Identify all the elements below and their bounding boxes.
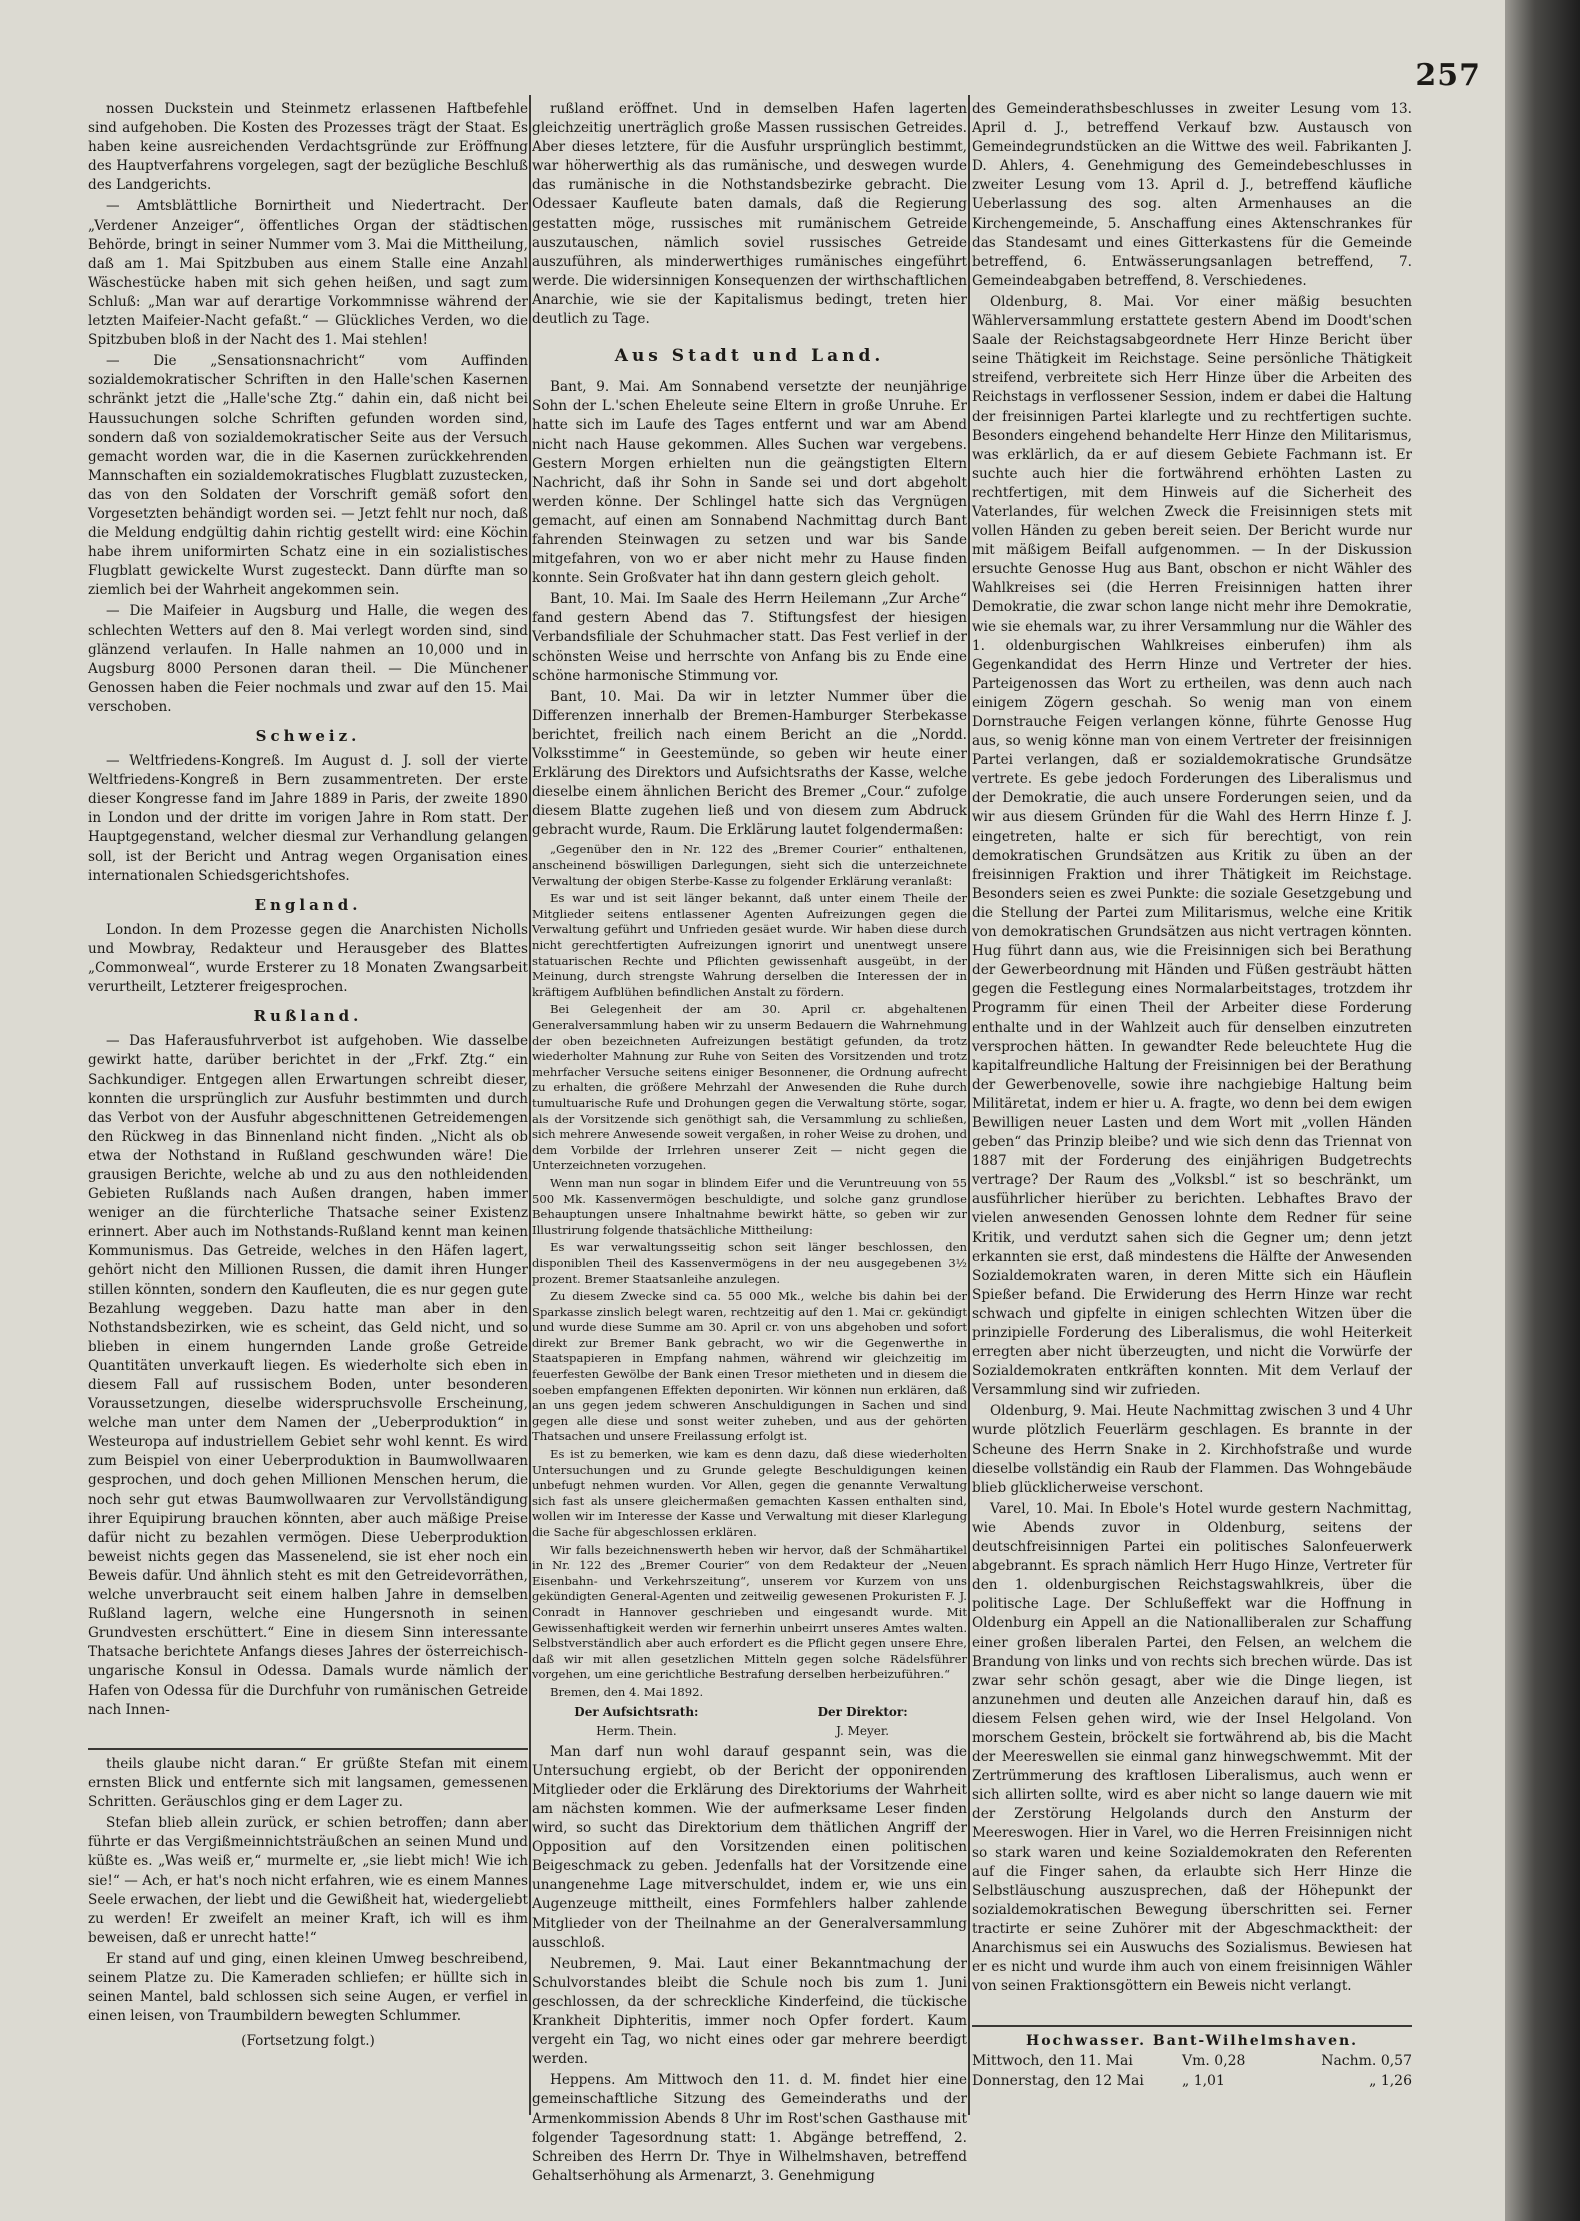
local-news-item: Bant, 9. Mai. Am Sonnabend versetzte der neunjährige Sohn der L.'schen Eheleute seine Eltern in große Unruhe. Er hatte sich im Laufe des Tages entfernt und war am Abend nicht nach Hause gekommen. Alles Suchen war vergebens. Gestern Morgen erhielten nun die geängstigten Eltern Nachricht, daß ihr Sohn in Sande sei und dort abgeholt werden könne. Der Schlingel hatte sich das Vergnügen gemacht, auf einen am Sonnabend Nachmittag durch Bant fahrenden Steinwagen zu setzen und war bis Sande mitgefahren, von wo er aber nicht mehr zu Hause finden konnte. Sein Großvater hat ihn dann gestern gleich geholt. [532,379,967,587]
column-rule [529,95,531,2115]
declaration-paragraph: Zu diesem Zwecke sind ca. 55 000 Mk., welche bis dahin bei der Sparkasse zinslich belegt waren, rechtzeitig auf den 1. Mai cr. gekündigt und wurde diese Summe am 30. April cr. von uns abgehoben und sofort direkt zur Bremer Bank gebracht, wo wir die Gegenwerthe in Staatspapieren in Empfang nahmen, während wir gleichzeitig im feuerfesten Gewölbe der Bank einen Tresor mietheten und in diesem die soeben empfangenen Effekten deponirten. Wir können nun erklären, daß an uns gegen jedem schweren Anschuldigungen in Sachen und sind gegen alle diese und sonst weiter zuheben, und aus der gehörten Thatsachen und unsere Freilassung erfolgt ist. [532,1289,967,1444]
tide-morning: „ 1,01 [1182,2073,1225,2089]
local-news-item: Heppens. Am Mittwoch den 11. d. M. findet hier eine gemeinschaftliche Sitzung des Gemeinderaths und der Armenkommission Abends 8 Uhr im Rost'schen Gasthause mit folgender Tagesordnung statt: 1. Abgänge betreffend, 2. Schreiben des Herrn Dr. Thye in Wilhelmshaven, betreffend Gehaltserhöhung als Armenarzt, 3. Genehmigung [532,2072,967,2184]
column-2 [532,100,967,2184]
signature-name: Herm. Thein. [596,1723,677,1738]
tide-row [972,2051,1412,2071]
article-paragraph: — Das Haferausfuhrverbot ist aufgehoben. Wie dasselbe gewirkt hatte, darüber berichtet in der „Frkf. Ztg.“ ein Sachkundiger. Entgegen allen Erwartungen schreibt dieser, konnten die ursprünglich zur Ausfuhr bestimmten und durch das Verbot von der Ausfuhr abgeschnittenen Getreidemengen den Rückweg in das Binnenland nicht finden. „Nicht als ob etwa der Nothstand in Rußland geschwunden wäre! Die grausigen Berichte, welche ab und zu aus den nothleidenden Gebieten Rußlands nach Außen drangen, haben immer weniger an die fürchterliche Thatsache seiner Existenz erinnert. Aber auch im Nothstands-Rußland kennt man keinen Kommunismus. Das Getreide, welches in den Häfen lagert, gehört nicht den Millionen Russen, die damit ihren Hunger stillen könnten, sondern den Kaufleuten, die es nur gegen gute Bezahlung weggeben. Dazu hatte man aber in den Nothstandsbezirken, wie es scheint, das Geld nicht, und so blieben in einem hungernden Lande große Getreide Quantitäten unverkauft liegen. Es wiederholte sich eben in diesem Fall auf russischem Boden, unter besonderen Voraussetzungen, dieselbe widerspruchsvolle Erscheinung, welche man unter dem Namen der „Ueberproduktion“ in Westeuropa auf industriellem Gebiet sehr wohl kennt. Es wird zum Beispiel von einer Ueberproduktion in Baumwollwaaren gesprochen, und doch gehen Millionen Menschen herum, die noch sehr gut etwas Baumwollwaaren zur Vervollständigung ihrer Equipirung brauchen könnten, aber auch mäßige Preise dafür nicht zu bezahlen vermögen. Diese Ueberproduktion beweist nichts gegen das Massenelend, sie ist eher noch ein Beweis dafür. Und ähnlich steht es mit den Getreidevorräthen, welche unverbraucht seit einem halben Jahre in demselben Rußland lagern, welche eine Hungersnoth in seinen Grundvesten erschüttert.“ Eine in diesem Sinn interessante Thatsache berichtete Anfangs dieses Jahres der österreichisch-ungarische Konsul in Odessa. Damals wurde nämlich der Hafen von Odessa für die Durchfuhr von rumänischen Getreide nach Innen- [88,1033,528,1718]
local-news-item: Oldenburg, 8. Mai. Vor einer mäßig besuchten Wählerversammlung erstattete gestern Abend im Doodt'schen Saale der Reichstagsabgeordnete Herr Hinze Bericht über seine Thätigkeit im Reichstage. Seine persönliche Thätigkeit streifend, verbreitete sich Herr Hinze über die Arbeiten des Reichstags in verflossener Session, indem er dabei die Haltung der freisinnigen Partei klarlegte und zu rechtfertigen suchte. Besonders eingehend behandelte Herr Hinze den Militarismus, was erklärlich, da er auf diesem Gebiete Fachmann ist. Er suchte auch hier die fortwährend erhöhten Lasten zu rechtfertigen, mit dem Hinweis auf die Sicherheit des Vaterlandes, für welchen Zweck die Freisinnigen stets mit vollen Händen zu geben bereit seien. Der Bericht wurde nur mit mäßigem Beifall aufgenommen. — In der Diskussion ersuchte Genosse Hug aus Bant, obschon er nicht Wähler des Wahlkreises sei (die Herren Freisinnigen hatten ihrer Demokratie, die zwar schon lange nicht mehr ihre Demokratie, wie sie ehemals war, zu ihrer Versammlung nur die Wähler des 1. oldenburgischen Wahlkreises einberufen) ihm als Gegenkandidat des Herrn Hinze und Vertreter der hies. Parteigenossen das Wort zu ertheilen, was denn auch nach einigem Zögern geschah. So wenig man von einem Dornstrauche Feigen verlangen könne, führte Genosse Hug aus, so wenig könne man von einem Vertreter der freisinnigen Partei verlangen, daß er sozialdemokratische Grundsätze vertrete. Es gebe jedoch Forderungen des Liberalismus und der Demokratie, die auch unsere Forderungen seien, und da wir aus diesem Gründen für die Wahl des Herrn Hinze f. J. eingetreten, halte er sich für berechtigt, von rein demokratischen Grundsätzen aus Kritik zu üben an der freisinnigen Fraktion und ihrer Thätigkeit im Reichstage. Besonders seien es zwei Punkte: die soziale Gesetzgebung und die Stellung der Partei zum Militarismus, welche eine Kritik von demokratischen Grundsätzen aus nicht vertragen könnten. Hug führt dann aus, wie die Freisinnigen sich bei Berathung der Gewerbeordnung mit Händen und Füßen gesträubt hätten gegen die Festlegung eines Normalarbeitstages, trotzdem ihr Programm für einen Theil der Arbeiter diese Forderung enthalte und in der Wahlzeit auch für denselben einzutreten versprochen hätten. In gewandter Rede beleuchtete Hug die kapitalfreundliche Haltung der Freisinnigen bei der Berathung der Gewerbenovelle, sowie ihre nachgiebige Haltung beim Militäretat, indem er hier u. A. fragte, wo denn bei dem ewigen Bewilligen neuer Lasten und dem Wort mit „vollen Händen geben“ das Prinzip bleibe? und wie sich denn das Triennat von 1887 mit der Forderung des einjährigen Budgetrechts vertrage? Der Raum des „Volksbl.“ ist so beschränkt, um ausführlicher hierüber zu berichten. Lebhaftes Bravo der vielen anwesenden Genossen lohnte dem Redner für seine Kritik, und verdutzt sahen sich die Gegner um; denn jetzt erkannten sie erst, daß mindestens die Hälfte der Anwesenden Sozialdemokraten waren, in deren Mitte sich ein Häuflein Spießer befand. Die Erwiderung des Herrn Hinze war recht schwach und gipfelte in einigen schlechten Witzen über die prinzipielle Forderung des Liberalismus, die wohl Heiterkeit erregten aber nicht überzeugten, und nicht die Vorwürfe der Sozialdemokraten entkräften konnten. Mit dem Verlauf der Versammlung sind wir zufrieden. [972,293,1412,1399]
local-news-item: Oldenburg, 9. Mai. Heute Nachmittag zwischen 3 und 4 Uhr wurde plötzlich Feuerlärm geschlagen. Es brannte in der Scheune des Herrn Snake in 2. Kirchhofstraße und wurde dieselbe vollständig ein Raub der Flammen. Das Wohngebäude blieb glücklicherweise verschont. [972,1403,1412,1496]
local-news-item: Varel, 10. Mai. In Ebole's Hotel wurde gestern Nachmittag, wie Abends zuvor in Oldenburg, seitens der deutschfreisinnigen Partei ein politisches Salonfeuerwerk abgebrannt. Es sprach nämlich Herr Hugo Hinze, Vertreter für den 1. oldenburgischen Reichstagswahlkreis, über die politische Lage. Der Schlußeffekt war die Hoffnung in Oldenburg ein Appell an die Nationalliberalen zur Schaffung einer großen liberalen Partei, den Felsen, an welchem die Brandung von links und von rechts sich brechen würde. Das ist zwar sehr schön gesagt, aber wie die Dinge liegen, ist anzunehmen und deuten alle Anzeichen darauf hin, daß es diesem Felsen gehen wird, wie der Insel Helgoland. Von morschem Gestein, bröckelt sie fortwährend ab, bis die Macht der Meereswellen sie einmal ganz hinwegschwemmt. Mit der Zertrümmerung des kraftlosen Liberalismus, auch wenn er sich allirten sollte, wird es aber nicht so lange dauern wie mit der Zerstörung Helgolands durch den Ansturm der Meereswogen. Hier in Varel, wo die Herren Freisinnigen nicht so stark waren und keine Sozialdemokraten den Referenten auf die Finger sahen, da erlaubte sich Herr Hinze die Selbstläuschung auszusprechen, daß der Höhepunkt der sozialdemokratischen Bewegung überschritten sei. Ferner tractirte er seine Zuhörer mit der Abgeschmacktheit: der Anarchismus sei ein Auswuchs des Sozialismus. Bewiesen hat er es nicht und wurde ihm auch von einem freisinnigen Wähler von seinen Fraktionsgöttern ein Beweis nicht verlangt. [972,1500,1412,1995]
column-3 [972,100,1412,2015]
section-heading-england: England. [254,895,362,914]
article-paragraph: rußland eröffnet. Und in demselben Hafen lagerten gleichzeitig unerträglich große Massen russischen Getreides. Aber dieses letztere, für die Ausfuhr ursprünglich bestimmt, war höherwerthig als das rumänische, und deswegen wurde das rumänische in die Nothstandsbezirke gebracht. Die Odessaer Kaufleute baten damals, daß die Regierung gestatten möge, russisches mit rumänischem Getreide auszutauschen, nämlich soviel russisches Getreide auszuführen, als minderwerthiges rumänisches eingeführt werde. Die widersinnigen Konsequenzen der wirthschaftlichen Anarchie, wie sie der Kapitalismus bedingt, treten hier deutlich zu Tage. [532,101,967,328]
column-1 [88,100,528,1740]
section-heading-russland: Rußland. [253,1007,363,1026]
feuilleton-paragraph: theils glaube nicht daran.“ Er grüßte Stefan mit einem ernsten Blick und entfernte sich mit langsamen, gemessenen Schritten. Geräuschlos ging er dem Lager zu. [88,1756,528,1811]
scan-edge [1505,0,1580,2221]
declaration-paragraph: Bei Gelegenheit der am 30. April cr. abgehaltenen Generalversammlung haben wir zu unserm Bedauern die Wahrnehmung der oben bezeichneten Aufreizungen bestätigt gefunden, da trotz wiederholter Mahnung zur Ruhe von Seiten des Vorsitzenden und trotz mehrfacher Versuche seitens einiger Besonnener, die Ordnung aufrecht zu erhalten, die größere Mehrzahl der Anwesenden die Ruhe durch tumultuarische Rufe und Drohungen gegen die Verwaltung störte, sogar, als der Vorsitzende sich genöthigt sah, die Versammlung zu schließen, sich mehrere Anwesende soweit vergaßen, in roher Weise zu drohen, und dem Vorbilde der Irrlehren unserer Zeit — nicht gegen die Unterzeichneten vorzugehen. [532,1002,967,1173]
article-paragraph: des Gemeinderathsbeschlusses in zweiter Lesung vom 13. April d. J., betreffend Verkauf bzw. Austausch von Gemeindegrundstücken an die Wittwe des weil. Fabrikanten J. D. Ahlers, 4. Genehmigung des Gemeindebeschlusses in zweiter Lesung vom 13. April d. J., betreffend käufliche Ueberlassung des sog. alten Armenhauses an die Kirchengemeinde, 5. Anschaffung eines Aktenschrankes für das Standesamt und eines Gitterkastens für die Gemeinde betreffend, 6. Entwässerungsanlagen betreffend, 7. Gemeindeabgaben betreffend, 8. Verschiedenes. [972,101,1412,289]
tide-day: Mittwoch, den 11. Mai [972,2053,1133,2069]
section-heading-stadt-und-land: Aus Stadt und Land. [614,346,885,367]
local-news-item: Bant, 10. Mai. Da wir in letzter Nummer über die Differenzen innerhalb der Bremen-Hamburger Sterbekasse berichtet, freilich nach einem Bericht an die „Nordd. Volksstimme“ in Geestemünde, so geben wir heute einer Erklärung des Direktors und Aufsichtsraths der Kasse, welche dieselbe einem ähnlichen Bericht des Bremer „Cour.“ zufolge diesem Blatte zugehen ließ und von diesem zum Abdruck gebracht wurde, Raum. Die Erklärung lautet folgendermaßen: [532,688,967,839]
declaration-paragraph: Es war und ist seit länger bekannt, daß unter einem Theile der Mitglieder seitens entlassener Agenten Aufreizungen gegen die Verwaltung geführt und Unfrieden gesäet wurde. Wir haben diese durch nicht gerechtfertigten Aufreizungen ignorirt und unentwegt unsere statuarischen Rechte und Pflichten gewissenhaft ausgeübt, in der Meinung, durch strengste Wahrung derselben die Interessen der in kräftigem Aufblühen befindlichen Anstalt zu fördern. [532,891,967,999]
tide-table [972,2025,1412,2091]
local-news-item: Neubremen, 9. Mai. Laut einer Bekanntmachung der Schulvorstandes bleibt die Schule noch bis zum 1. Juni geschlossen, da der schreckliche Kinderfeind, die tückische Krankheit Diphteritis, immer noch Opfer fordert. Kaum vergeht ein Tag, wo nicht eines oder gar mehrere beerdigt werden. [532,1955,967,2068]
declaration-paragraph: Es ist zu bemerken, wie kam es denn dazu, daß diese wiederholten Untersuchungen und zu Grunde gelegte Beschuldigungen keinen unbefugt nehmen wurden. Vor Allen, gegen die genannte Verwaltung sich fast als unsere gleichermaßen gemachten Kassen enthalten sind, wollen wir im Interesse der Kasse und Verwaltung mit dieser Klarlegung die Sache für abgeschlossen erklären. [532,1447,967,1539]
feuilleton [88,1755,528,2095]
page-number: 257 [1415,58,1481,93]
tide-heading: Hochwasser. Bant-Wilhelmshaven. [972,2025,1412,2051]
feuilleton-divider [88,1748,528,1750]
declaration-paragraph: „Gegenüber den in Nr. 122 des „Bremer Courier“ enthaltenen, anscheinend böswilligen Darlegungen, sieht sich die unterzeichnete Verwaltung der obigen Sterbe-Kasse zu folgender Erklärung veranlaßt: [532,842,967,888]
tide-afternoon: Nachm. 0,57 [1321,2053,1412,2069]
article-paragraph: — Amtsblättliche Bornirtheit und Niedertracht. Der „Verdener Anzeiger“, öffentliches Organ der städtischen Behörde, bringt in seiner Nummer vom 3. Mai die Mittheilung, daß am 1. Mai Spitzbuben aus einem Stalle eine Anzahl Wäschestücke haben mit sich gehen heißen, und sagt zum Schluß: „Man war auf derartige Vorkommnisse während der letzten Maifeier-Nacht gefaßt.“ — Glückliches Verden, wo die Spitzbuben bloß in der Nacht des 1. Mai stehlen! [88,198,528,349]
article-paragraph: — Die Maifeier in Augsburg und Halle, die wegen des schlechten Wetters auf den 8. Mai verlegt worden sind, sind glänzend verlaufen. In Halle nahmen an 10,000 und in Augsburg 8000 Personen daran theil. — Die Münchener Genossen haben die Feier nochmals und zwar auf den 15. Mai verschoben. [88,603,528,715]
continued-note: (Fortsetzung folgt.) [241,2033,375,2050]
tide-row [972,2071,1412,2091]
signature-title: Der Direktor: [817,1704,908,1719]
declaration-paragraph: Wenn man nun sogar in blindem Eifer und die Veruntreuung von 55 500 Mk. Kassenvermögen beschuldigte, und solche ganz grundlose Behauptungen unsere Inhaltnahme bewirkt hätte, so geben wir zur Illustrirung folgende thatsächliche Mittheilung: [532,1175,967,1237]
article-paragraph: — Weltfriedens-Kongreß. Im August d. J. soll der vierte Weltfriedens-Kongreß in Bern zusammentreten. Der erste dieser Kongresse fand im Jahre 1889 in Paris, der zweite 1890 in London und der dritte im vorigen Jahre in Rom statt. Der Hauptgegenstand, welcher diesmal zur Verhandlung gelangen soll, ist der Bericht und Antrag wegen Organisation eines internationalen Schiedsgerichtshofes. [88,753,528,884]
column-rule [968,95,970,2115]
tide-morning: Vm. 0,28 [1182,2053,1246,2069]
declaration-block [532,842,967,1700]
local-news-item: Bant, 10. Mai. Im Saale des Herrn Heilemann „Zur Arche“ fand gestern Abend das 7. Stiftungsfest der hiesigen Verbandsfiliale der Schuhmacher statt. Das Fest verlief in der schönsten Weise und herrschte von Anfang bis zu Ende eine schöne harmonische Stimmung vor. [532,591,967,684]
tide-day: Donnerstag, den 12 Mai [972,2073,1144,2089]
signature-block [532,1703,967,1741]
declaration-paragraph: Wir falls bezeichnenswerth heben wir hervor, daß der Schmähartikel in Nr. 122 des „Bremer Courier“ von dem Redakteur der „Neuen Eisenbahn- und Verkehrszeitung“, unserem vor Kurzem von uns gekündigten General-Agenten und zeitweilig gewesenen Prokuristen F. J. Conradt in Hannover geschrieben und eingesandt wurde. Mit Gewissenhaftigkeit werden wir fernerhin unbeirrt unseres Amtes walten. Selbstverständlich aber auch erfordert es die Pflicht gegen unsere Ehre, daß wir mit allen gesetzlichen Mitteln gegen solche Rädelsführer vorgehen, um eine gerichtliche Bestrafung derselben herbeizuführen.“ [532,1542,967,1682]
declaration-paragraph: Es war verwaltungsseitig schon seit länger beschlossen, den disponiblen Theil des Kassenvermögens in der neu ausgegebenen 3½ prozent. Bremer Staatsanleihe anzulegen. [532,1240,967,1286]
declaration-date: Bremen, den 4. Mai 1892. [550,1684,704,1699]
article-paragraph: Man darf nun wohl darauf gespannt sein, was die Untersuchung ergiebt, ob der Bericht der opponirenden Mitglieder oder die Erklärung des Direktoriums der Wahrheit am nächsten kommen. Wie der aufmerksame Leser finden wird, so sucht das Direktorium dem thätlichen Angriff der Opposition auf den Vorsitzenden einen politischen Beigeschmack zu geben. Jedenfalls hat der Vorsitzende eine unangenehme Lage mitverschuldet, indem er, wie uns ein Augenzeuge mittheilt, eines Formfehlers halber zahlende Mitglieder von der Theilnahme an der Generalversammlung ausschloß. [532,1743,967,1951]
feuilleton-paragraph: Er stand auf und ging, einen kleinen Umweg beschreibend, seinem Platze zu. Die Kameraden schliefen; er hüllte sich in seinen Mantel, bald schlossen sich seine Augen, er verfiel in einen leisen, von Traumbildern bewegten Schlummer. [88,1950,528,2025]
tide-afternoon: „ 1,26 [1369,2073,1412,2089]
feuilleton-paragraph: Stefan blieb allein zurück, er schien betroffen; dann aber führte er das Vergißmeinnichtsträußchen an seinen Mund und küßte es. „Was weiß er,“ murmelte er, „sie liebt mich! Wie ich sie!“ — Ach, er hat's noch nicht erfahren, wie es einem Mannes Seele erwachen, der liebt und die Gewißheit hat, wiedergeliebt zu werden! Er zweifelt an meiner Kraft, ich will es ihm beweisen, daß er unrecht hatte!“ [88,1815,528,1946]
section-heading-schweiz: Schweiz. [255,727,361,745]
signature-title: Der Aufsichtsrath: [574,1704,699,1719]
signature-name: J. Meyer. [836,1723,890,1738]
article-paragraph: nossen Duckstein und Steinmetz erlassenen Haftbefehle sind aufgehoben. Die Kosten des Prozesses trägt der Staat. Es haben keine ausreichenden Verdachtsgründe zur Eröffnung des Hauptverfahrens vorgelegen, sagt der bezügliche Beschluß des Landgerichts. [88,101,528,194]
article-paragraph: — Die „Sensationsnachricht“ vom Auffinden sozialdemokratischer Schriften in den Halle'schen Kasernen schränkt jetzt die „Halle'sche Ztg.“ dahin ein, daß nicht bei Haussuchungen solche Schriften gefunden worden sind, sondern daß von sozialdemokratischer Seite aus der Versuch gemacht worden war, die in die Kasernen zurückkehrenden Mannschaften ein sozialdemokratisches Flugblatt zuzustecken, das von den Soldaten der Vorschrift gemäß sofort den Vorgesetzten behändigt worden sei. — Jetzt fehlt nur noch, daß die Meldung endgültig dahin richtig gestellt wird: eine Köchin habe ihrem uniformirten Schatz eine in ein sozialistisches Flugblatt gewickelte Wurst zugesteckt. Dann dürfte man so ziemlich bei der Wahrheit angekommen sein. [88,353,528,599]
article-paragraph: London. In dem Prozesse gegen die Anarchisten Nicholls und Mowbray, Redakteur und Herausgeber des Blattes „Commonweal“, wurde Ersterer zu 18 Monaten Zwangsarbeit verurtheilt, Letzterer freigesprochen. [88,921,528,996]
